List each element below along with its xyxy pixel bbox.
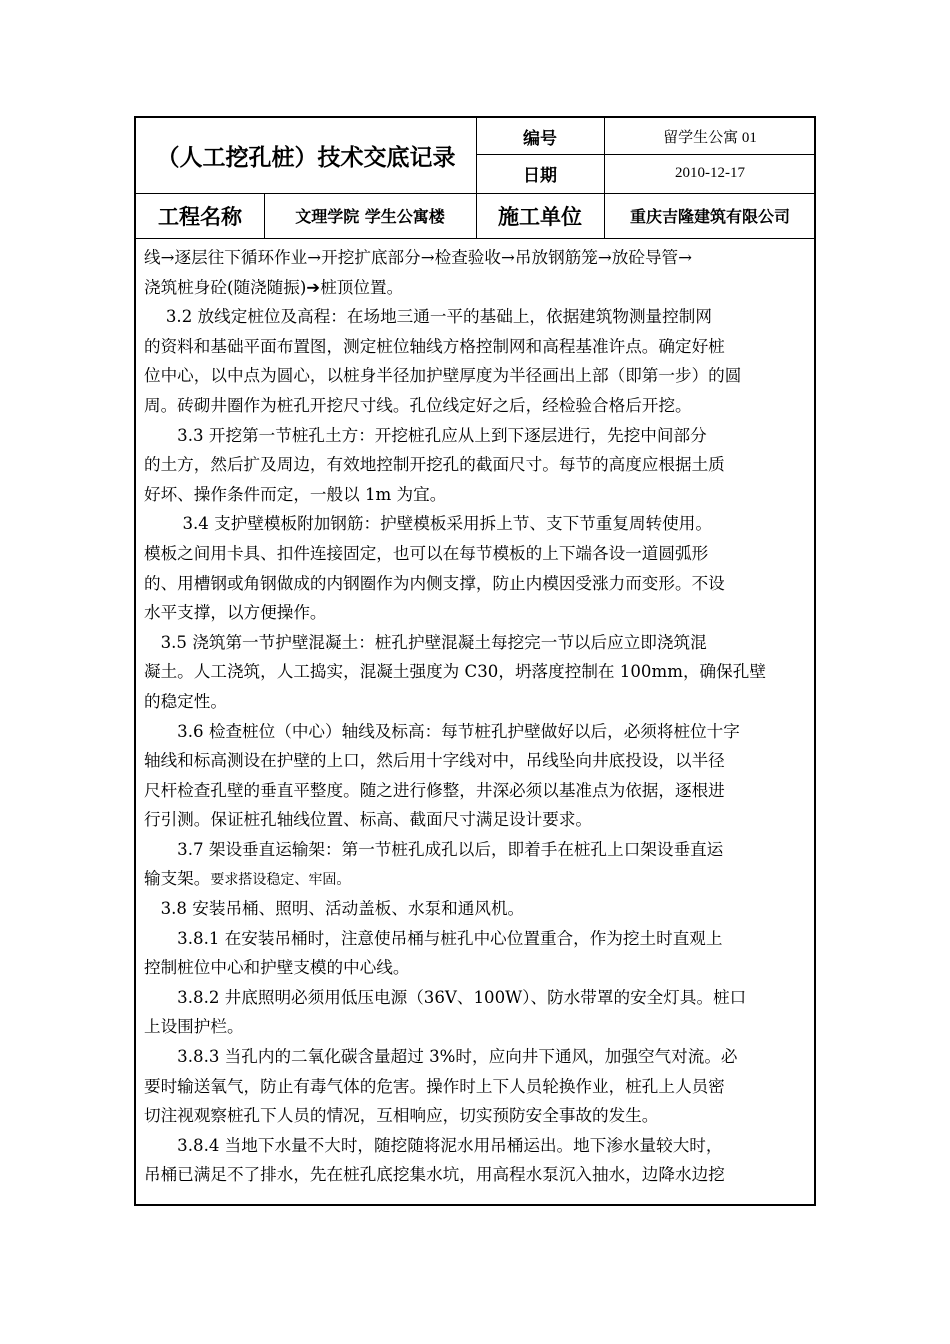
body-line: 3.3 开挖第一节桩孔土方：开挖桩孔应从上到下逐层进行，先挖中间部分 (144, 425, 707, 445)
body-line: 3.4 支护壁模板附加钢筋：护壁模板采用拆上节、支下节重复周转使用。 (144, 514, 712, 534)
body-line-small-text: 要求搭设稳定、牢固。 (210, 872, 351, 889)
body-line: 控制桩位中心和护壁支模的中心线。 (144, 958, 410, 978)
body-line (144, 864, 808, 894)
body-line: 轴线和标高测设在护壁的上口，然后用十字线对中，吊线坠向井底投设，以半径 (144, 751, 725, 771)
date-value: 2010-12-17 (675, 165, 745, 181)
body-line: 吊桶已满足不了排水，先在桩孔底挖集水坑，用高程水泵沉入抽水，边降水边挖 (144, 1165, 725, 1185)
body-line: 3.8.4 当地下水量不大时，随挖随将泥水用吊桶运出。地下渗水量较大时， (144, 1135, 723, 1155)
body-line: 3.8.3 当孔内的二氧化碳含量超过 3%时，应向井下通风，加强空气对流。必 (144, 1047, 738, 1067)
disclosure-body (144, 243, 808, 1190)
body-line: 的稳定性。 (144, 691, 227, 711)
body-line: 3.8.2 井底照明必须用低压电源（36V、100W）、防水带罩的安全灯具。桩口 (144, 987, 747, 1007)
body-line: 好坏、操作条件而定，一般以 1m 为宜。 (144, 484, 447, 504)
number-value: 留学生公寓 01 (663, 129, 757, 146)
document-title: （人工挖孔桩）技术交底记录 (156, 144, 456, 171)
body-line: 的、用槽钢或角钢做成的内钢圈作为内侧支撑，防止内模因受涨力而变形。不设 (144, 573, 725, 593)
body-line: 的土方，然后扩及周边，有效地控制开挖孔的截面尺寸。每节的高度应根据土质 (144, 455, 725, 475)
body-line: 浇筑桩身砼(随浇随振)➔桩顶位置。 (144, 277, 404, 297)
number-label: 编号 (523, 128, 557, 149)
body-line-text: 输支架。 (144, 869, 211, 889)
body-line: 尺杆检查孔壁的垂直平整度。随之进行修整，井深必须以基准点为依据，逐根进 (144, 780, 725, 800)
body-line: 周。砖砌井圈作为桩孔开挖尺寸线。孔位线定好之后，经检验合格后开挖。 (144, 395, 692, 415)
body-line: 水平支撑，以方便操作。 (144, 603, 327, 623)
body-line: 切注视观察桩孔下人员的情况，互相响应，切实预防安全事故的发生。 (144, 1106, 659, 1126)
contractor-value: 重庆吉隆建筑有限公司 (629, 207, 790, 226)
body-line: 模板之间用卡具、扣件连接固定，也可以在每节模板的上下端各设一道圆弧形 (144, 543, 709, 563)
body-line: 的资料和基础平面布置图，测定桩位轴线方格控制网和高程基准许点。确定好桩 (144, 336, 725, 356)
body-line: 3.6 检查桩位（中心）轴线及标高：每节桩孔护壁做好以后，必须将桩位十字 (144, 721, 740, 741)
record-form (134, 116, 816, 1206)
body-line: 3.8 安装吊桶、照明、活动盖板、水泵和通风机。 (144, 899, 525, 919)
body-line: 3.8.1 在安装吊桶时，注意使吊桶与桩孔中心位置重合，作为挖土时直观上 (144, 928, 723, 948)
body-line: 3.7 架设垂直运输架：第一节桩孔成孔以后，即着手在桩孔上口架设垂直运 (144, 839, 724, 859)
project-value: 文理学院 学生公寓楼 (295, 207, 445, 226)
body-line: 上设围护栏。 (144, 1017, 244, 1037)
date-label: 日期 (523, 166, 557, 186)
body-line: 要时输送氧气，防止有毒气体的危害。操作时上下人员轮换作业，桩孔上人员密 (144, 1076, 725, 1096)
body-line: 行引测。保证桩孔轴线位置、标高、截面尺寸满足设计要求。 (144, 810, 593, 830)
body-line: 凝土。人工浇筑，人工捣实，混凝土强度为 C30，坍落度控制在 100mm，确保孔壁 (144, 662, 766, 682)
body-line: 3.2 放线定桩位及高程：在场地三通一平的基础上，依据建筑物测量控制网 (144, 307, 712, 327)
body-line: 线→逐层往下循环作业→开挖扩底部分→检查验收→吊放钢筋笼→放砼导管→ (144, 248, 693, 267)
project-label: 工程名称 (158, 203, 242, 229)
contractor-label: 施工单位 (498, 203, 582, 229)
body-line: 位中心，以中点为圆心，以桩身半径加护壁厚度为半径画出上部（即第一步）的圆 (144, 366, 742, 386)
body-line: 3.5 浇筑第一节护壁混凝土：桩孔护壁混凝土每挖完一节以后应立即浇筑混 (144, 632, 707, 652)
row-divider (136, 238, 816, 239)
